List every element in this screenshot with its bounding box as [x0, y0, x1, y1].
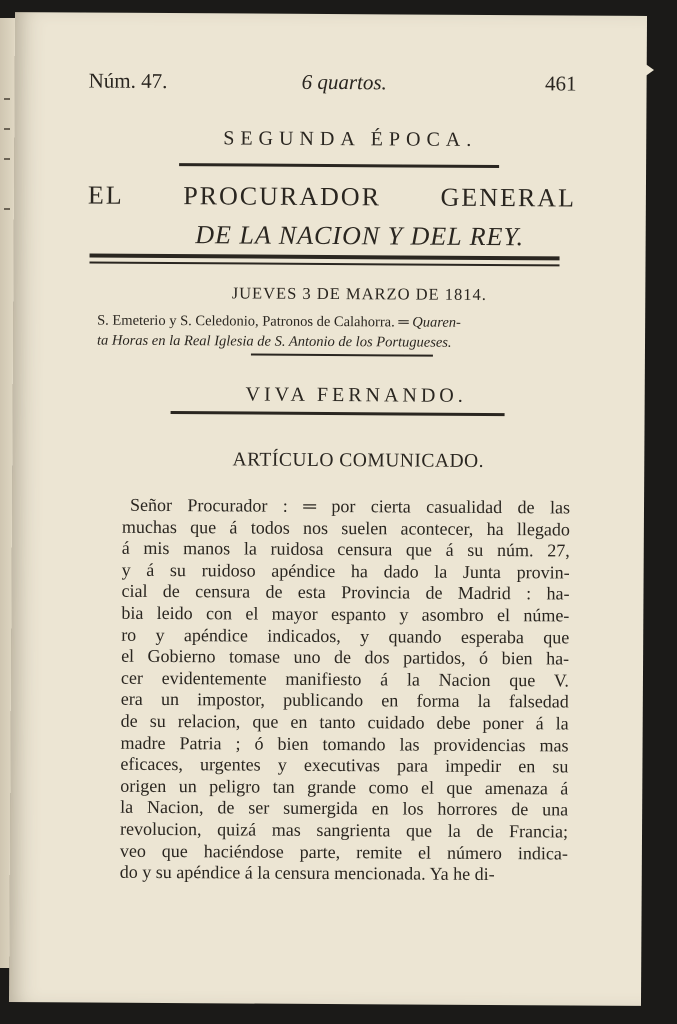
article-line: veo que haciéndose parte, remite el número indica-: [119, 840, 568, 863]
double-rule-bottom: [89, 262, 559, 266]
article-line: era un impostor, publicando en forma la falsedad: [120, 689, 569, 712]
article-line: cial de censura de esta Provincia de Madrid : ha-: [121, 581, 570, 604]
article-line: cer evidentemente manifiesto á la Nacion que V.: [120, 667, 570, 691]
issue-price: 6 quartos.: [301, 69, 387, 95]
article-line: revolucion, quizá mas sangrienta que la de Francia;: [119, 818, 569, 842]
dateline: JUEVES 3 DE MARZO DE 1814.: [231, 283, 487, 304]
masthead-title: [88, 181, 576, 214]
ornamental-rule: [179, 163, 499, 168]
article-line: eficaces, urgentes y executivas para impedir en su: [120, 753, 569, 777]
article-line: la Nacion, de ser sumergida en los horrores de una: [120, 797, 569, 820]
facing-page-mark: [4, 158, 10, 160]
epoch-heading: SEGUNDA ÉPOCA.: [223, 127, 478, 151]
masthead-word: EL: [87, 180, 124, 210]
masthead-word: GENERAL: [440, 182, 576, 213]
masthead-word: PROCURADOR: [183, 181, 382, 212]
rule-under-viva: [171, 411, 505, 416]
article-line: Señor Procurador : ═ por cierta casualidad de las: [129, 494, 571, 518]
article-title: ARTÍCULO COMUNICADO.: [232, 449, 485, 472]
masthead-subtitle: DE LA NACION Y DEL REY.: [195, 220, 525, 252]
page-header: [89, 69, 577, 102]
short-rule: [251, 354, 433, 357]
saints-notice: [97, 311, 553, 354]
facing-page-mark: [4, 128, 10, 130]
article-line: do y su apéndice á la censura mencionada. Ya he di-: [119, 861, 495, 885]
facing-page-mark: [4, 98, 10, 100]
article-line: muchas que á todos nos suelen acontecer, ha llegado: [121, 516, 570, 540]
page-number: 461: [545, 71, 577, 96]
saints-italic-text: Quaren-: [412, 314, 461, 331]
saints-line-2: [97, 331, 553, 354]
double-rule-top: [90, 254, 560, 261]
article-line: ro y apéndice indicados, y quando esperaba que: [121, 624, 570, 648]
issue-number: Núm. 47.: [88, 68, 168, 94]
newspaper-page: [9, 12, 647, 1006]
facing-page-mark: [4, 208, 10, 210]
article-line: el Gobierno tomase uno de dos partidos, ó bien ha-: [121, 645, 570, 669]
article-line: y á su ruidoso apéndice ha dado la Junta provin-: [121, 559, 570, 583]
saints-italic-text: ta Horas en la Real Iglesia de S. Antonio de los Portugueses.: [96, 332, 452, 351]
article-line: de su relacion, que en tanto cuidado debe poner á la: [120, 710, 569, 734]
article-line: madre Patria ; ó bien tomando las providencias mas: [120, 732, 569, 756]
article-body: [120, 495, 570, 886]
article-line: bia leido con el mayor espanto y asombro el núme-: [121, 602, 570, 626]
viva-heading: VIVA FERNANDO.: [245, 383, 467, 407]
saints-text: S. Emeterio y S. Celedonio, Patronos de Calahorra. ═: [97, 312, 413, 331]
article-line: origen un peligro tan grande como el que amenaza á: [120, 775, 569, 799]
article-line: á mis manos la ruidosa censura que á su núm. 27,: [121, 537, 570, 561]
saints-line-1: [97, 311, 553, 334]
